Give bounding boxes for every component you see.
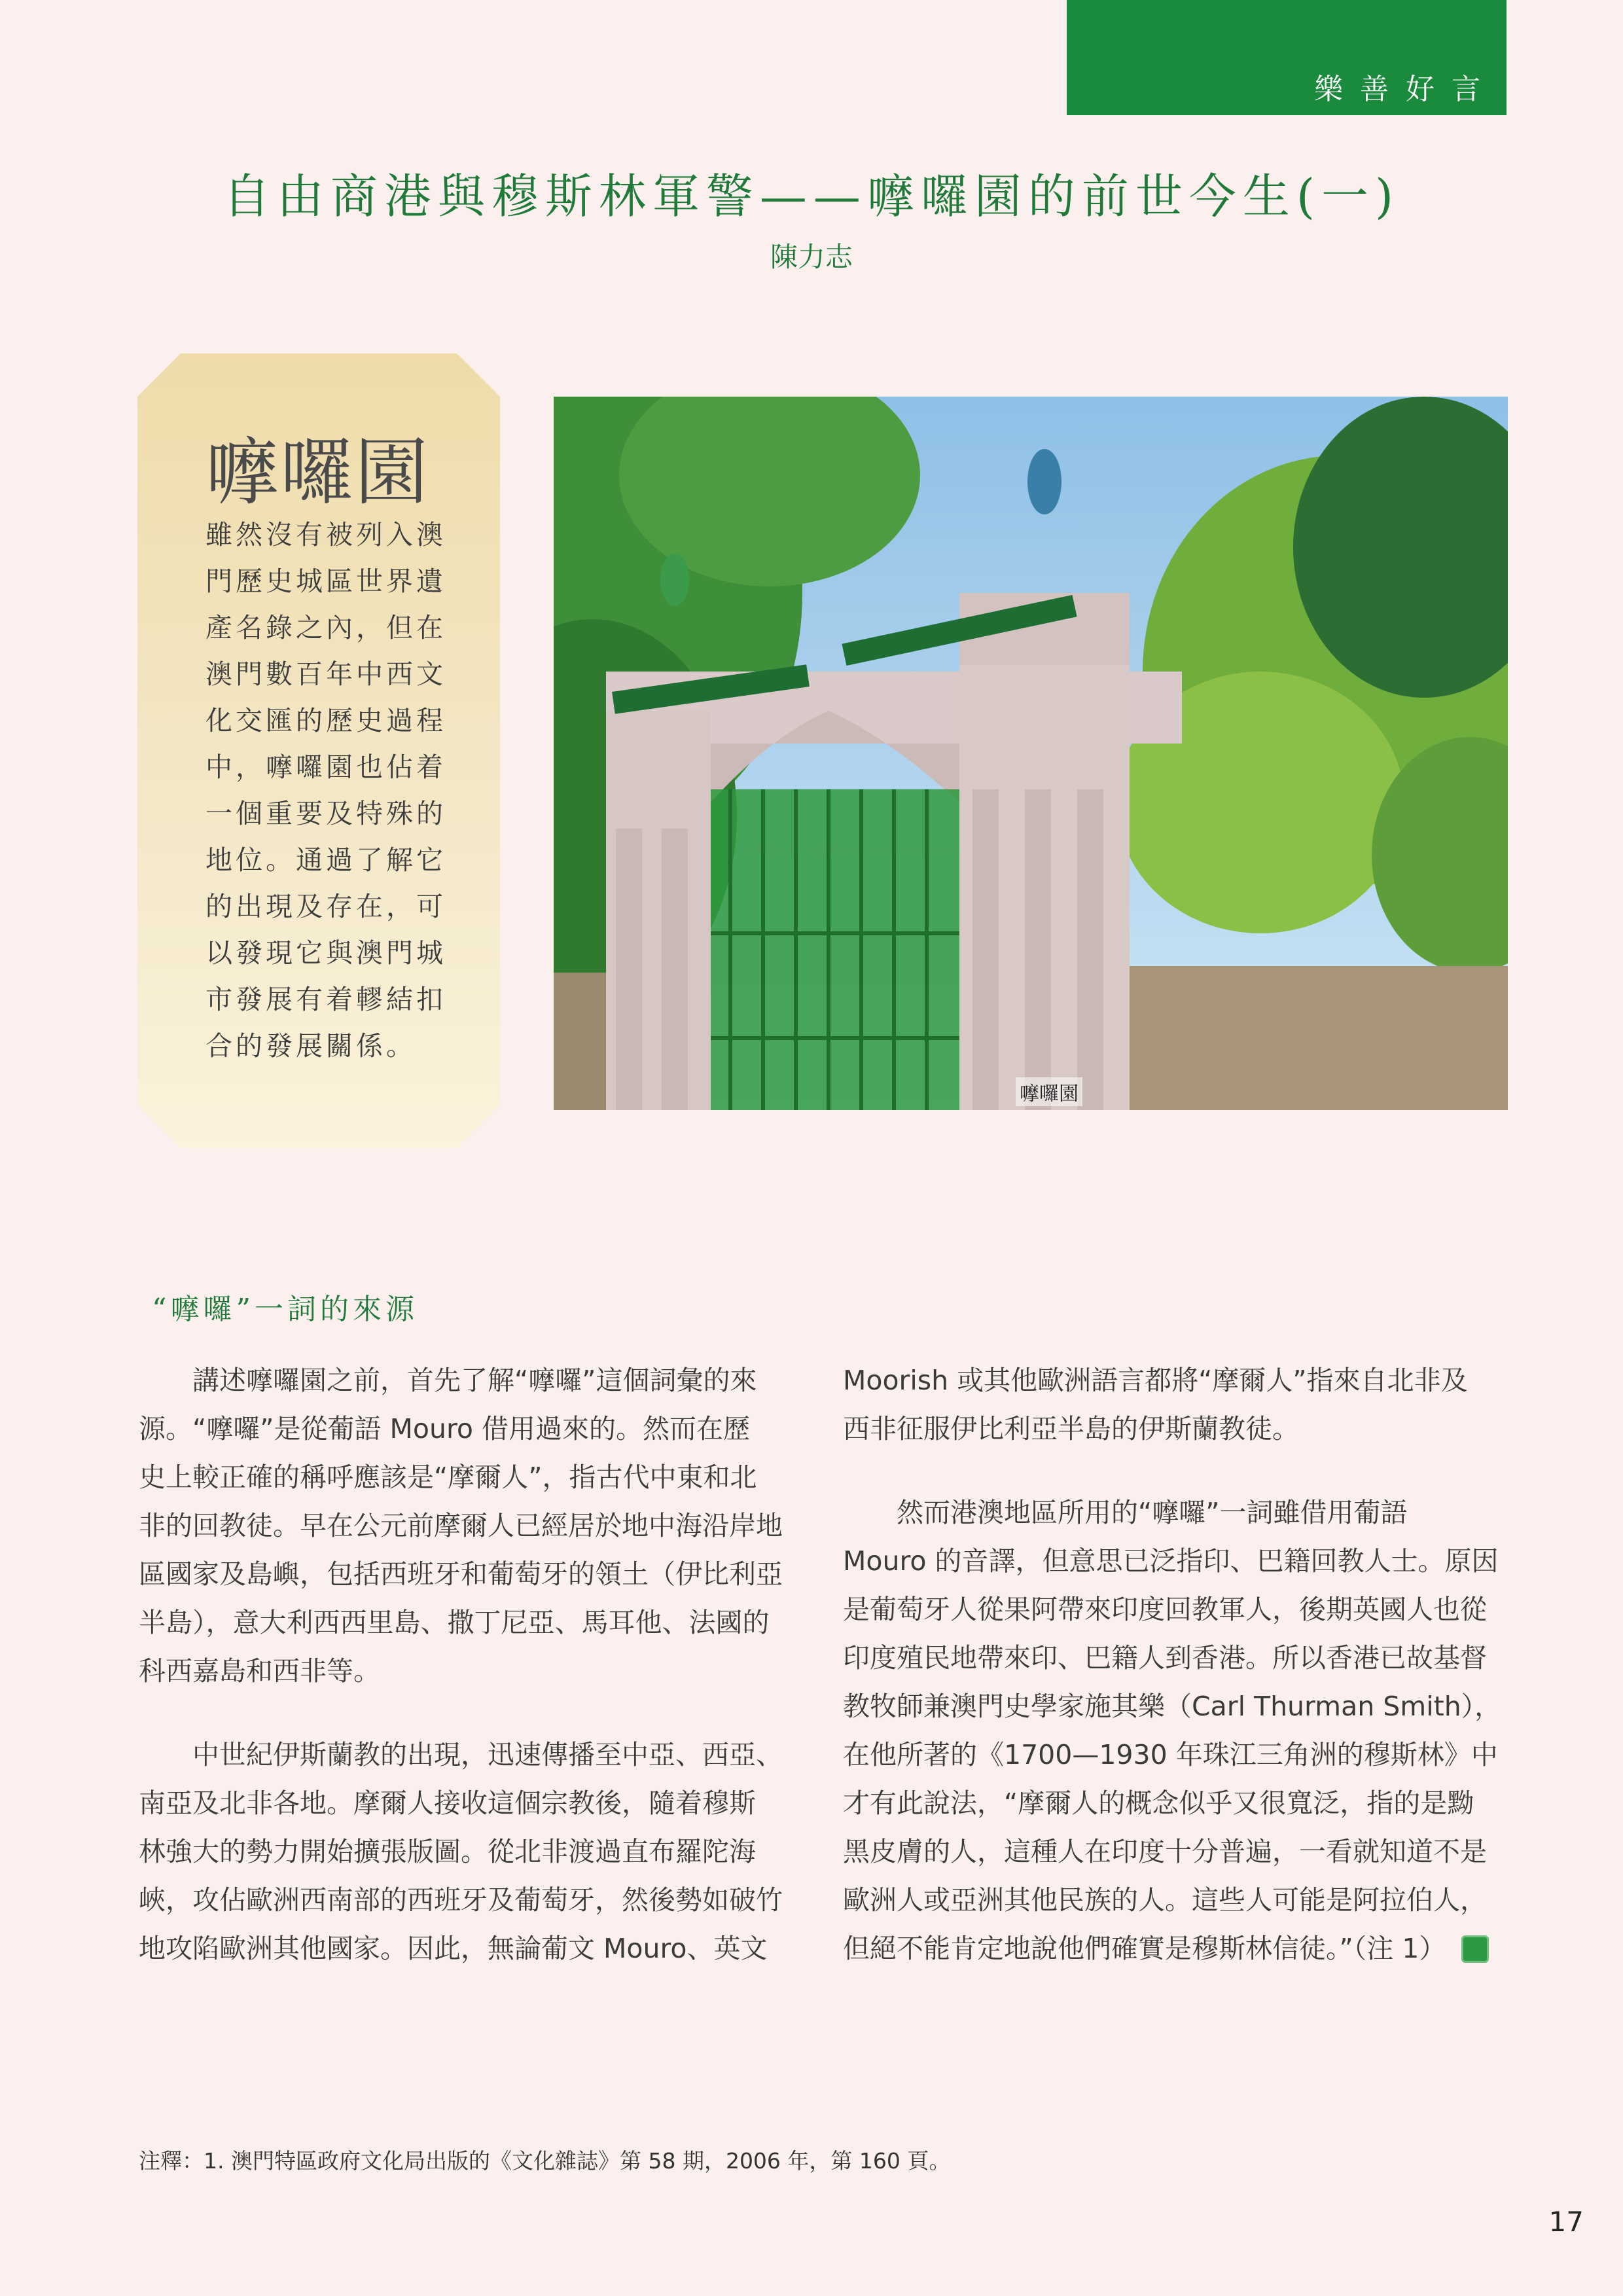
body-line: Mouro 的音譯，但意思已泛指印、巴籍回教人士。原因: [843, 1545, 1499, 1577]
footnote: 注釋：1. 澳門特區政府文化局出版的《文化雜誌》第 58 期，2006 年，第 160 頁。: [139, 2148, 951, 2174]
intro-line: 產名錄之內，但在: [205, 612, 446, 643]
body-line: 才有此說法，“摩爾人的概念似乎又很寬泛，指的是黝: [843, 1787, 1474, 1819]
gate-illustration: [554, 397, 1508, 1110]
body-line: 然而港澳地區所用的“嚤囉”一詞雖借用葡語: [843, 1497, 1408, 1528]
intro-line: 地位。通過了解它: [205, 844, 446, 876]
intro-line: 雖然沒有被列入澳: [205, 519, 446, 550]
body-line: 峽，攻佔歐洲西南部的西班牙及葡萄牙，然後勢如破竹: [139, 1884, 783, 1916]
section-subheading: “嚤囉”一詞的來源: [152, 1293, 418, 1326]
page-number: 17: [1548, 2206, 1584, 2238]
intro-line: 以發現它與澳門城: [205, 937, 446, 969]
article-end-icon: [1461, 1935, 1489, 1963]
paragraph-gap: [843, 1453, 1510, 1488]
body-line: 印度殖民地帶來印、巴籍人到香港。所以香港已故基督: [843, 1642, 1487, 1674]
intro-line: 市發展有着轇結扣: [205, 984, 446, 1015]
body-column-left: [139, 1356, 806, 1973]
body-line-last-text: 但絕不能肯定地說他們確實是穆斯林信徒。”（注 1）: [843, 1933, 1446, 1964]
body-line: 源。“嚤囉”是從葡語 Mouro 借用過來的。然而在歷: [139, 1413, 751, 1444]
intro-text: [205, 512, 454, 1069]
gate-photo: [554, 397, 1508, 1110]
photo-caption: 嚤囉園: [1016, 1077, 1082, 1106]
body-line: 半島），意大利西西里島、撒丁尼亞、馬耳他、法國的: [139, 1607, 770, 1638]
author-name: 陳力志: [770, 241, 853, 273]
section-tab: 樂善好言: [1067, 0, 1507, 115]
intro-line: 的出現及存在，可: [205, 891, 446, 922]
body-line: Moorish 或其他歐洲語言都將“摩爾人”指來自北非及: [843, 1365, 1468, 1396]
body-line: 教牧師兼澳門史學家施其樂（Carl Thurman Smith），: [843, 1691, 1502, 1722]
body-line: 是葡萄牙人從果阿帶來印度回教軍人，後期英國人也從: [843, 1594, 1487, 1625]
intro-line: 化交匯的歷史過程: [205, 705, 446, 736]
intro-line: 合的發展關係。: [205, 1030, 416, 1062]
body-line-last: [843, 1924, 1510, 1973]
body-line: 在他所著的《1700—1930 年珠江三角洲的穆斯林》中: [843, 1739, 1498, 1770]
body-line: 西非征服伊比利亞半島的伊斯蘭教徒。: [843, 1413, 1299, 1444]
body-column-right: [843, 1356, 1510, 1973]
body-line: 南亞及北非各地。摩爾人接收這個宗教後，隨着穆斯: [139, 1787, 756, 1819]
body-line: 史上較正確的稱呼應該是“摩爾人”，指古代中東和北: [139, 1462, 757, 1493]
body-line: 歐洲人或亞洲其他民族的人。這些人可能是阿拉伯人，: [843, 1884, 1487, 1916]
intro-line: 中，嚤囉園也佔着: [205, 751, 446, 783]
body-line: 非的回教徒。早在公元前摩爾人已經居於地中海沿岸地: [139, 1510, 783, 1541]
body-line: 林強大的勢力開始擴張版圖。從北非渡過直布羅陀海: [139, 1836, 756, 1867]
intro-line: 澳門數百年中西文: [205, 658, 446, 690]
body-line: 地攻陷歐洲其他國家。因此，無論葡文 Mouro、英文: [139, 1933, 768, 1964]
body-line: 科西嘉島和西非等。: [139, 1655, 380, 1687]
body-line: 區國家及島嶼，包括西班牙和葡萄牙的領土（伊比利亞: [139, 1558, 783, 1590]
body-line: 講述嚤囉園之前，首先了解“嚤囉”這個詞彙的來: [139, 1365, 757, 1396]
intro-line: 一個重要及特殊的: [205, 798, 446, 829]
intro-heading: 嚤囉園: [205, 430, 429, 515]
body-line: 黑皮膚的人，這種人在印度十分普遍，一看就知道不是: [843, 1836, 1487, 1867]
body-line: 中世紀伊斯蘭教的出現，迅速傳播至中亞、西亞、: [139, 1739, 783, 1770]
article-title: 自由商港與穆斯林軍警——嚤囉園的前世今生(一): [223, 169, 1400, 224]
intro-line: 門歷史城區世界遺: [205, 565, 446, 597]
paragraph-gap: [139, 1695, 806, 1731]
